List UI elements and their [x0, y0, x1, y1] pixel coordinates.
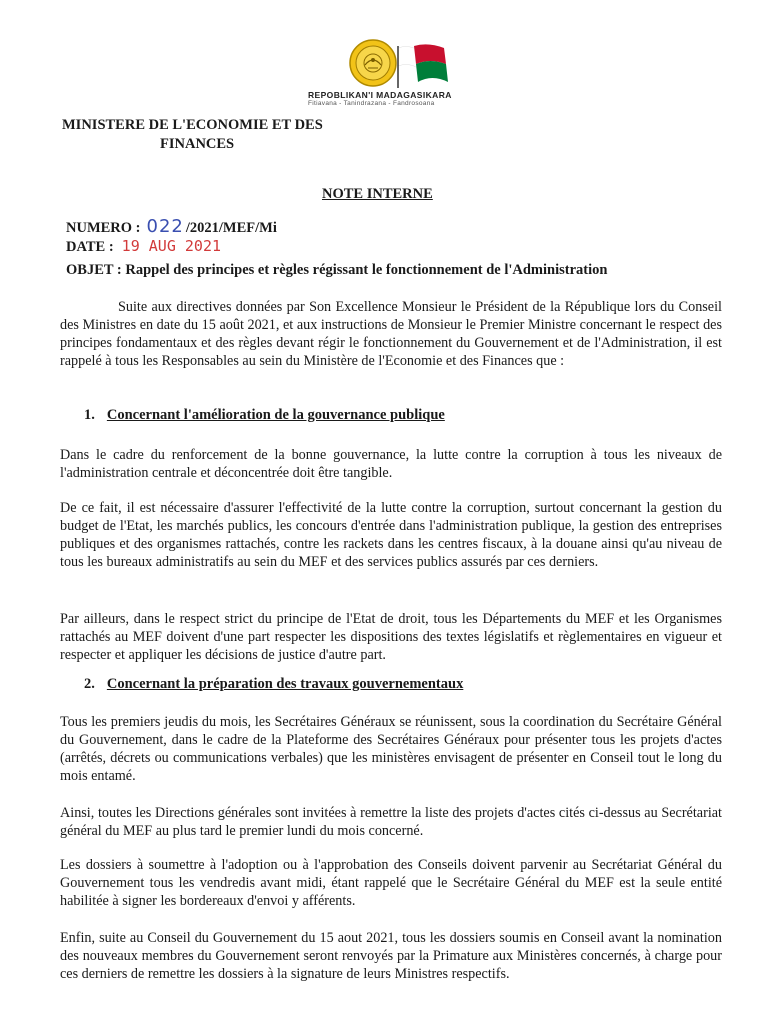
paragraph: Enfin, suite au Conseil du Gouvernement du 15 aout 2021, tous les dossiers soumis en Conseil avant la nomination des nouveaux membres du Gouvernement seront renvoyés par la Primature aux Ministères concernés, à charge pour ces derniers de remettre les dossiers à la signature de leurs Ministres respectifs. [60, 930, 722, 982]
paragraph: Dans le cadre du renforcement de la bonne gouvernance, la lutte contre la corruption à tous les niveaux de l'administration centrale et déconcentrée doit être tangible. [60, 447, 722, 481]
intro-paragraph: Suite aux directives données par Son Excellence Monsieur le Président de la République lors du Conseil des Ministres en date du 15 août 2021, et aux instructions de Monsieur le Premier Ministre concernant le respect des principes fondamentaux et des règles devant régir le fonctionnement du Gouvernement et de l'Administration, il est rappelé à tous les Responsables au sein du Ministère de l'Economie et des Finances que : [60, 299, 722, 369]
objet-label: OBJET : [66, 262, 122, 278]
paragraph: Tous les premiers jeudis du mois, les Secrétaires Généraux se réunissent, sous la coordination du Secrétaire Général du Gouvernement, dans le cadre de la Plateforme des Secrétaires Généraux pour présenter tous les projets d'actes (arrêtés, décrets ou communications verbales) que les ministères envisagent de présenter en Conseil tout le long du mois entamé. [60, 714, 722, 784]
numero-label: NUMERO : [66, 220, 141, 236]
paragraph: Par ailleurs, dans le respect strict du principe de l'Etat de droit, tous les Départements du MEF et les Organismes rattachés au MEF doivent d'une part respecter les dispositions des textes législatifs et règlementaires en vigueur et respecter et appliquer les décisions de justice d'autre part. [60, 611, 722, 663]
section-1-heading [84, 407, 445, 424]
date-label: DATE : [66, 239, 114, 255]
paragraph: Les dossiers à soumettre à l'adoption ou à l'approbation des Conseils doivent parvenir au Secrétariat Général du Gouvernement tous les vendredis avant midi, étant rappelé que le Secrétaire Général du MEF est la seule entité habilitée à signer les bordereaux d'envoi y afférents. [60, 857, 722, 909]
section-title: Concernant l'amélioration de la gouvernance publique [106, 407, 445, 423]
republic-emblem [300, 28, 500, 112]
document-date [66, 237, 221, 256]
paragraph: De ce fait, il est nécessaire d'assurer l'effectivité de la lutte contre la corruption, surtout concernant la gestion du budget de l'Etat, les marchés publics, les concours d'entrée dans l'administration publique, la gestion des entreprises publiques et des organismes rattachés, contre les rackets dans les centres fiscaux, à la douane ainsi qu'au niveau de tous les bureaux administratifs au sein du MEF et des services publics assurés par ces derniers. [60, 500, 722, 570]
ministry-line-1: MINISTERE DE L'ECONOMIE ET DES [62, 117, 323, 133]
objet-text: Rappel des principes et règles régissant le fonctionnement de l'Administration [125, 262, 608, 278]
ministry-line-2: FINANCES [160, 136, 235, 152]
paragraph: Ainsi, toutes les Directions générales sont invitées à remettre la liste des projets d'actes cités ci-dessus au Secrétariat général du MEF au plus tard le premier lundi du mois concerné. [60, 805, 722, 839]
numero-suffix: /2021/MEF/Mi [185, 220, 277, 236]
republic-name: REPOBLIKAN'I MADAGASIKARA [308, 90, 452, 100]
section-number: 2. [84, 676, 95, 692]
state-seal-icon [348, 38, 398, 88]
ministry-header [62, 116, 382, 154]
subject-line [66, 262, 607, 279]
reference-number [66, 216, 277, 237]
republic-motto: Fitiavana - Tanindrazana - Fandrosoana [308, 100, 435, 107]
section-number: 1. [84, 407, 95, 423]
madagascar-flag-icon [396, 42, 450, 90]
document-title: NOTE INTERNE [322, 186, 433, 202]
date-stamp: 19 AUG 2021 [121, 237, 222, 255]
handwritten-number: 022 [146, 216, 184, 237]
section-2-heading [84, 676, 463, 693]
section-title: Concernant la préparation des travaux gouvernementaux [106, 676, 464, 692]
